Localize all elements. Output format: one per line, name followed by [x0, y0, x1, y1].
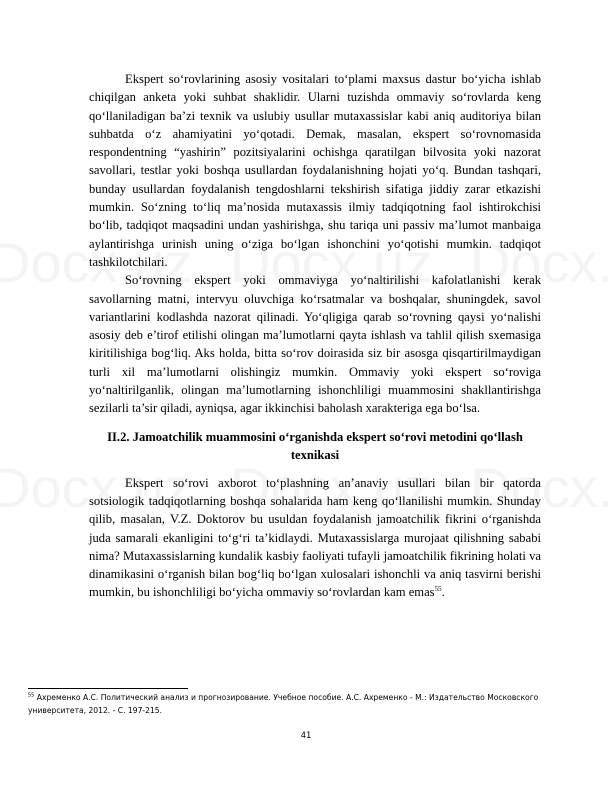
paragraph: Ekspert so‘rovi axborot to‘plashning an’anaviy usullari bilan bir qatorda sotsiologik tadqiqotlarning boshqa sohalarida ham keng qo‘llanilishi mumkin. Shunday qilib, masalan, V.Z. Doktorov bu usuldan foydalanish jamoatchilik fikrini o‘rganishda juda samarali ekanligini to‘g‘ri ta’kidlaydi. Mutaxassislarga murojaat qilishning sababi nima? Mutaxassislarning kundalik kasbiy faoliyati tufayli jamoatchilik fikrining holati va dinamikasini o‘rganish bilan bog‘liq bo‘lgan xulosalari ishonchli va aniq tasvirni berishi mumkin, bu ishonchliligi bo‘yicha ommaviy so‘rovlardan kam emas$^{55}$.	[89, 475, 541, 600]
paragraph: So‘rovning ekspert yoki ommaviyga yo‘naltirilishi kafolatlanishi kerak savollarning matni, intervyu oluvchiga ko‘rsatmalar va boshqalar, shuningdek, savol variantlarini kodlashda nazorat qilinadi. Yo‘qligiga qarab so‘rovning qaysi yo‘nalishi asosiy deb e’tirof etilishi olingan ma’lumotlarni qayta ishlash va tahlil qilish sxemasiga kiritilishiga bog‘liq. Aks holda, bitta so‘rov doirasida siz bir asosga qisqartirilmaydigan turli xil ma’lumotlarni olishingiz mumkin. Ommaviy yoki ekspert so‘roviga yo‘naltirilganlik, olingan ma’lumotlarning ishonchliligi muammosini shakllantirishga sezilarli ta’sir qiladi, ayniqsa, agar ikkinchisi baholash xarakteriga ega bo‘lsa.	[89, 273, 541, 416]
footnote: $^{55}$ Ахременко А.С. Политический анализ и прогнозирование. Учебное пособие. А.С. Ахременко - М.: Издательство Московского университета, 2012. - С. 197-215.	[28, 692, 539, 715]
page-number: 41	[300, 731, 312, 741]
paragraph: Ekspert so‘rovlarining asosiy vositalari to‘plami maxsus dastur bo‘yicha ishlab chiqilgan anketa yoki suhbat shaklidir. Ularni tuzishda ommaviy so‘rovlarda keng qo‘llaniladigan ba’zi texnik va uslubiy usullar mutaxassislar kabi aniq auditoriya bilan suhbatda o‘z ahamiyatini yo‘qotadi. Demak, masalan, ekspert so‘rovnomasida respondentning “yashirin” pozitsiyalarini ochishga qaratilgan bilvosita yoki nazorat savollari, testlar yoki boshqa usullardan foydalanishning hojati yo‘q. Bundan tashqari, bunday usullardan foydalanish tengdoshlarni tekshirish sifatiga jiddiy zarar etkazishi mumkin. So‘zning to‘liq ma’nosida mutaxassis ilmiy tadqiqotning faol ishtirokchisi bo‘lib, tadqiqot maqsadini undan yashirishga, shu tariqa uni passiv ma’lumot manbaiga aylantirishga urinish uning o‘ziga bo‘lgan ishonchini yo‘qotishi mumkin. tadqiqot tashkilotchilari.	[89, 72, 541, 269]
footnote-reference[interactable]: 55	[434, 585, 442, 594]
document-body	[89, 70, 541, 602]
footnote-separator	[28, 688, 188, 689]
section-heading: II.2. Jamoatchilik muammosini o‘rganishda ekspert so‘rovi metodini qo‘llash texnikasi	[107, 429, 523, 462]
